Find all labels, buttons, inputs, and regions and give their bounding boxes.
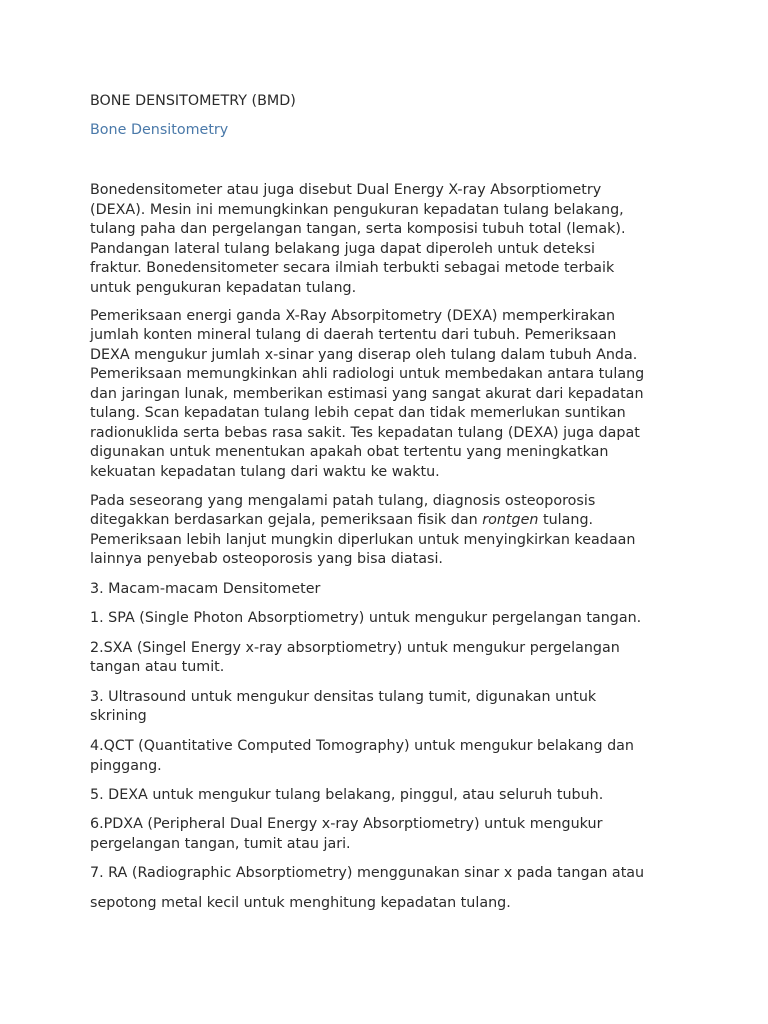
list-item: 6.PDXA (Peripheral Dual Energy x-ray Absorptiometry) untuk mengukur [90,816,603,832]
italic-term: rontgen [482,512,539,528]
document-subtitle: Bone Densitometry [90,122,229,138]
paragraph-line: digunakan untuk menentukan apakah obat tertentu yang meningkatkan [90,444,609,460]
list-item-continuation: sepotong metal kecil untuk menghitung kepadatan tulang. [90,895,511,911]
paragraph-line: Bonedensitometer atau juga disebut Dual Energy X-ray Absorptiometry [90,182,602,198]
paragraph-line: Pada seseorang yang mengalami patah tulang, diagnosis osteoporosis [90,493,596,509]
list-item: 7. RA (Radiographic Absorptiometry) menggunakan sinar x pada tangan atau [90,865,645,881]
paragraph-line: kekuatan kepadatan tulang dari waktu ke waktu. [90,464,440,480]
paragraph-line: Pemeriksaan lebih lanjut mungkin diperlukan untuk menyingkirkan keadaan [90,532,636,548]
list-item-continuation: tangan atau tumit. [90,659,225,675]
paragraph-line: tulang. Scan kepadatan tulang lebih cepat dan tidak memerlukan suntikan [90,405,626,421]
list-item: 3. Ultrasound untuk mengukur densitas tulang tumit, digunakan untuk [90,689,597,705]
list-item: 4.QCT (Quantitative Computed Tomography) untuk mengukur belakang dan [90,738,634,754]
paragraph-line: untuk pengukuran kepadatan tulang. [90,280,357,296]
list-item-continuation: skrining [90,708,147,724]
list-item: 5. DEXA untuk mengukur tulang belakang, pinggul, atau seluruh tubuh. [90,787,604,803]
list-item: 2.SXA (Singel Energy x-ray absorptiometry) untuk mengukur pergelangan [90,640,620,656]
list-item-continuation: pinggang. [90,758,162,774]
paragraph-line-with-italic [90,511,593,531]
paragraph-line: Pandangan lateral tulang belakang juga dapat diperoleh untuk deteksi [90,241,596,257]
paragraph-line: Pemeriksaan energi ganda X-Ray Absorpitometry (DEXA) memperkirakan [90,308,616,324]
paragraph-line: DEXA mengukur jumlah x-sinar yang diserap oleh tulang dalam tubuh Anda. [90,347,638,363]
paragraph-line: dan jaringan lunak, memberikan estimasi yang sangat akurat dari kepadatan [90,386,644,402]
text-run: ditegakkan berdasarkan gejala, pemeriksaan fisik dan [90,512,483,528]
document-title: BONE DENSITOMETRY (BMD) [90,93,296,109]
paragraph-line: jumlah konten mineral tulang di daerah tertentu dari tubuh. Pemeriksaan [90,327,617,343]
section-heading: 3. Macam-macam Densitometer [90,581,321,597]
paragraph-line: fraktur. Bonedensitometer secara ilmiah terbukti sebagai metode terbaik [90,260,615,276]
paragraph-line: tulang paha dan pergelangan tangan, serta komposisi tubuh total (lemak). [90,221,626,237]
paragraph-line: Pemeriksaan memungkinkan ahli radiologi untuk membedakan antara tulang [90,366,645,382]
text-run: tulang. [538,512,594,528]
paragraph-line: radionuklida serta bebas rasa sakit. Tes kepadatan tulang (DEXA) juga dapat [90,425,640,441]
list-item-continuation: pergelangan tangan, tumit atau jari. [90,836,351,852]
list-item: 1. SPA (Single Photon Absorptiometry) untuk mengukur pergelangan tangan. [90,610,642,626]
paragraph-line: (DEXA). Mesin ini memungkinkan pengukuran kepadatan tulang belakang, [90,202,624,218]
paragraph-line: lainnya penyebab osteoporosis yang bisa diatasi. [90,551,443,567]
